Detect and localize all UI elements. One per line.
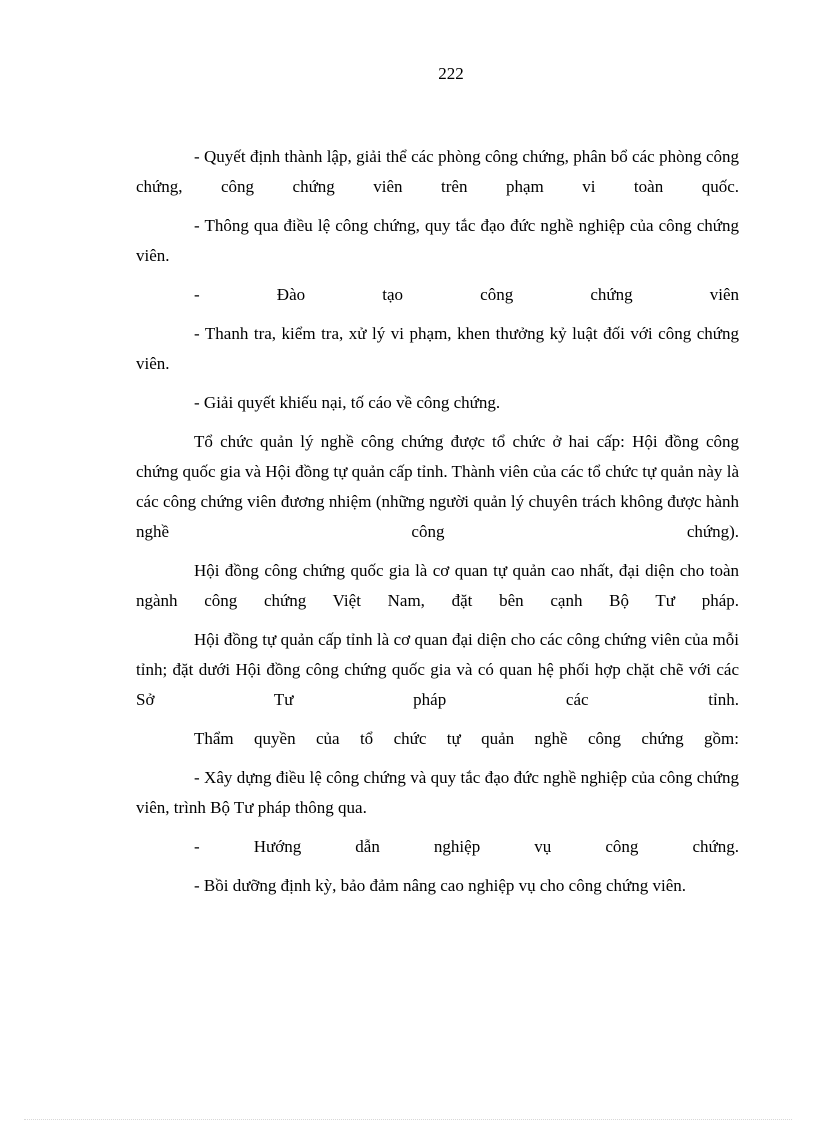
page-number: 222 xyxy=(438,64,464,83)
paragraph-national-council: Hội đồng công chứng quốc gia là cơ quan tự quản cao nhất, đại diện cho toàn ngành công chứng Việt Nam, đặt bên cạnh Bộ Tư pháp. xyxy=(136,561,739,610)
page-bottom-border xyxy=(24,1119,792,1120)
paragraph-training: - Đào tạo công chứng viên xyxy=(194,285,739,304)
paragraph-organization: Tổ chức quản lý nghề công chứng được tổ chức ở hai cấp: Hội đồng công chứng quốc gia và Hội đồng tự quản cấp tỉnh. Thành viên của các tổ chức tự quản này là các công chứng viên đương nhiệm (những người quản lý chuyên trách không được hành nghề công chứng). xyxy=(136,432,739,541)
paragraph-establish-offices: - Quyết định thành lập, giải thể các phòng công chứng, phân bổ các phòng công chứng, công chứng viên trên phạm vi toàn quốc. xyxy=(136,147,739,196)
paragraph-authority-heading: Thẩm quyền của tổ chức tự quản nghề công chứng gồm: xyxy=(194,729,739,748)
paragraph-approve-charter: - Thông qua điều lệ công chứng, quy tắc đạo đức nghề nghiệp của công chứng viên. xyxy=(136,216,739,265)
paragraph-inspection: - Thanh tra, kiểm tra, xử lý vi phạm, khen thưởng kỷ luật đối với công chứng viên. xyxy=(136,324,739,373)
document-body xyxy=(136,142,739,910)
paragraph-complaints: - Giải quyết khiếu nại, tố cáo về công chứng. xyxy=(194,393,501,412)
paragraph-provincial-council: Hội đồng tự quản cấp tỉnh là cơ quan đại diện cho các công chứng viên của mỗi tỉnh; đặt dưới Hội đồng công chứng quốc gia và có quan hệ phối hợp chặt chẽ với các Sở Tư pháp các tỉnh. xyxy=(136,630,739,709)
paragraph-periodic-training: - Bồi dưỡng định kỳ, bảo đảm nâng cao nghiệp vụ cho công chứng viên. xyxy=(194,876,686,895)
paragraph-guidance: - Hướng dẫn nghiệp vụ công chứng. xyxy=(194,837,739,856)
paragraph-build-charter: - Xây dựng điều lệ công chứng và quy tắc đạo đức nghề nghiệp của công chứng viên, trình Bộ Tư pháp thông qua. xyxy=(136,768,739,817)
